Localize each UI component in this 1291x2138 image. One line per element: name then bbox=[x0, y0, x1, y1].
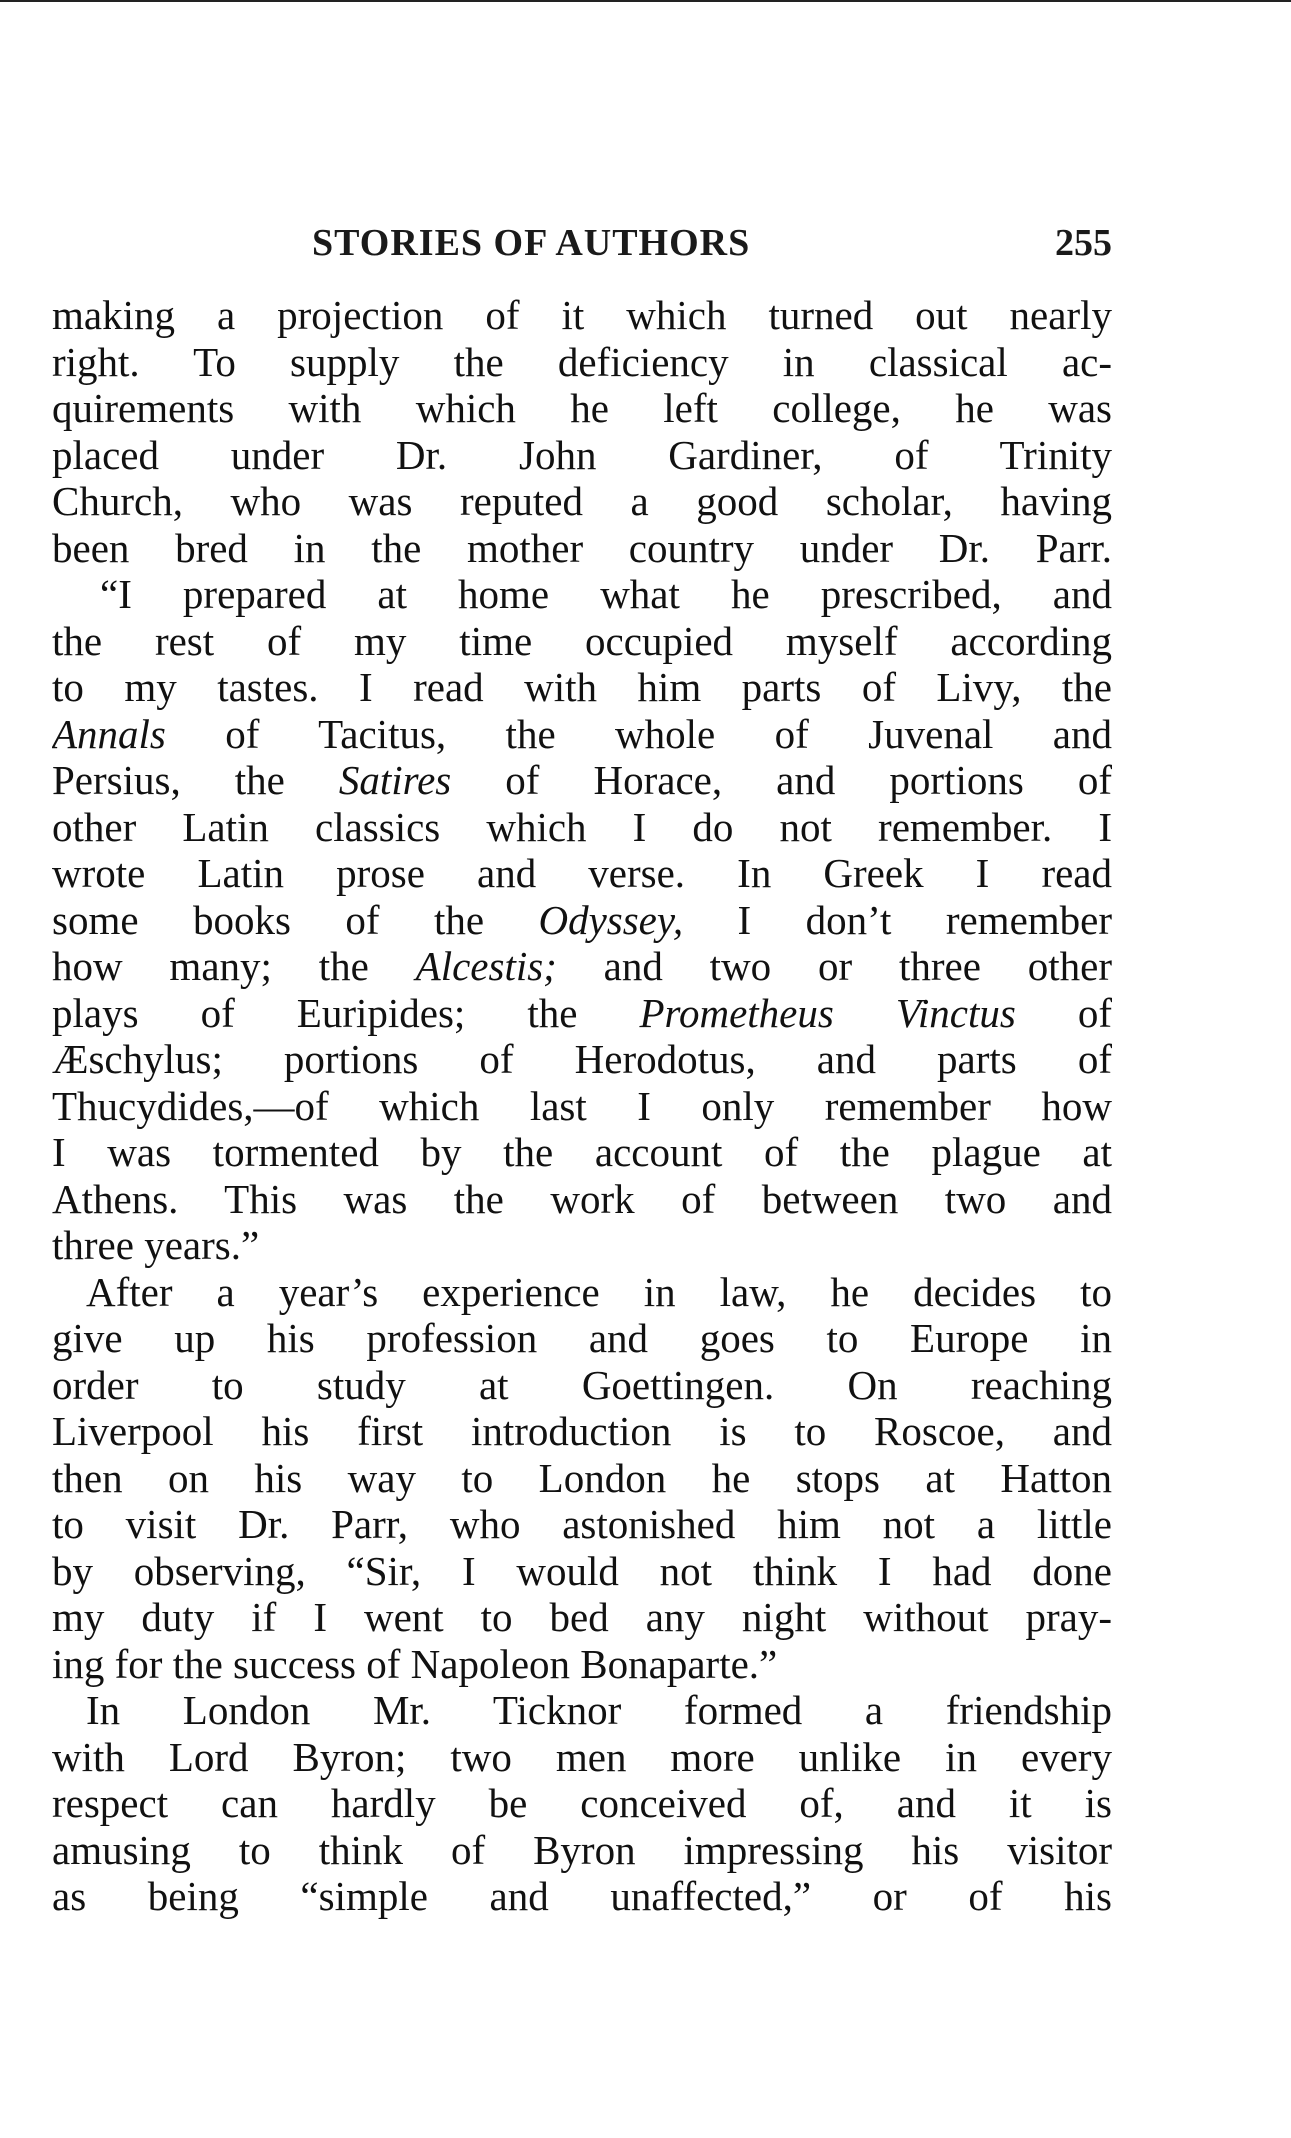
text-line: Church, who was reputed a good scholar, having bbox=[52, 478, 1112, 524]
text-line: Thucydides,—of which last I only remember how bbox=[52, 1082, 1112, 1129]
text-line: After a year’s experience in law, he decides to bbox=[86, 1268, 1112, 1315]
text-segment: of bbox=[1015, 989, 1112, 1036]
text-line: Liverpool his first introduction is to Roscoe, and bbox=[52, 1408, 1112, 1454]
text-segment: plays of Euripides; the bbox=[52, 989, 640, 1036]
text-line: to visit Dr. Parr, who astonished him not a little bbox=[52, 1501, 1112, 1547]
text-line: then on his way to London he stops at Hatton bbox=[52, 1454, 1112, 1501]
page-number: 255 bbox=[1055, 222, 1112, 264]
text-line: give up his profession and goes to Europe in bbox=[52, 1315, 1112, 1361]
text-line: three years.” bbox=[52, 1222, 260, 1268]
italic-title: Alcestis; bbox=[415, 943, 557, 989]
running-title: STORIES OF AUTHORS bbox=[312, 222, 751, 264]
text-line: placed under Dr. John Gardiner, of Trinity bbox=[52, 431, 1112, 478]
text-line: by observing, “Sir, I would not think I had done bbox=[52, 1547, 1112, 1594]
text-line: right. To supply the deficiency in classical ac- bbox=[52, 338, 1112, 385]
text-segment: of Horace, and portions of bbox=[451, 757, 1112, 803]
text-line: amusing to think of Byron impressing his visitor bbox=[52, 1826, 1112, 1873]
text-segment: I don’t remember bbox=[683, 896, 1112, 943]
italic-title: Prometheus Vinctus bbox=[639, 989, 1016, 1036]
text-line: Athens. This was the work of between two and bbox=[52, 1175, 1112, 1222]
top-rule bbox=[0, 0, 1291, 2]
text-line bbox=[52, 943, 1112, 990]
text-line bbox=[52, 897, 1112, 944]
text-line: with Lord Byron; two men more unlike in every bbox=[52, 1733, 1112, 1780]
text-segment: Persius, the bbox=[52, 757, 339, 803]
text-line: quirements with which he left college, he was bbox=[52, 385, 1112, 431]
text-line: to my tastes. I read with him parts of Livy, the bbox=[52, 664, 1112, 710]
text-line bbox=[52, 757, 1112, 804]
text-line: In London Mr. Ticknor formed a friendship bbox=[86, 1687, 1112, 1733]
italic-title: Odyssey, bbox=[538, 896, 684, 943]
page-header bbox=[52, 218, 1112, 268]
text-segment: some books of the bbox=[52, 896, 539, 943]
text-segment: of Tacitus, the whole of Juvenal and bbox=[165, 710, 1112, 757]
italic-title: Annals bbox=[52, 710, 166, 757]
italic-title: Satires bbox=[338, 757, 452, 803]
text-line: I was tormented by the account of the plague at bbox=[52, 1129, 1112, 1175]
text-line: my duty if I went to bed any night without pray- bbox=[52, 1594, 1112, 1640]
text-line: other Latin classics which I do not remember. I bbox=[52, 803, 1112, 850]
text-line: Æschylus; portions of Herodotus, and parts of bbox=[52, 1036, 1112, 1082]
text-line: ing for the success of Napoleon Bonaparte.” bbox=[52, 1640, 778, 1687]
text-line: respect can hardly be conceived of, and it is bbox=[52, 1780, 1112, 1826]
text-line: making a projection of it which turned out nearly bbox=[52, 292, 1112, 338]
text-line bbox=[52, 711, 1112, 758]
text-line: the rest of my time occupied myself according bbox=[52, 617, 1112, 664]
text-segment: how many; the bbox=[52, 943, 416, 989]
text-line: order to study at Goettingen. On reaching bbox=[52, 1361, 1112, 1408]
text-line: as being “simple and unaffected,” or of his bbox=[52, 1873, 1112, 1919]
text-segment: and two or three other bbox=[556, 943, 1112, 989]
text-line: “I prepared at home what he prescribed, and bbox=[100, 571, 1112, 617]
text-line bbox=[52, 990, 1112, 1037]
body-text bbox=[52, 292, 1112, 1920]
text-line: been bred in the mother country under Dr. Parr. bbox=[52, 524, 1112, 571]
text-line: wrote Latin prose and verse. In Greek I read bbox=[52, 850, 1112, 896]
